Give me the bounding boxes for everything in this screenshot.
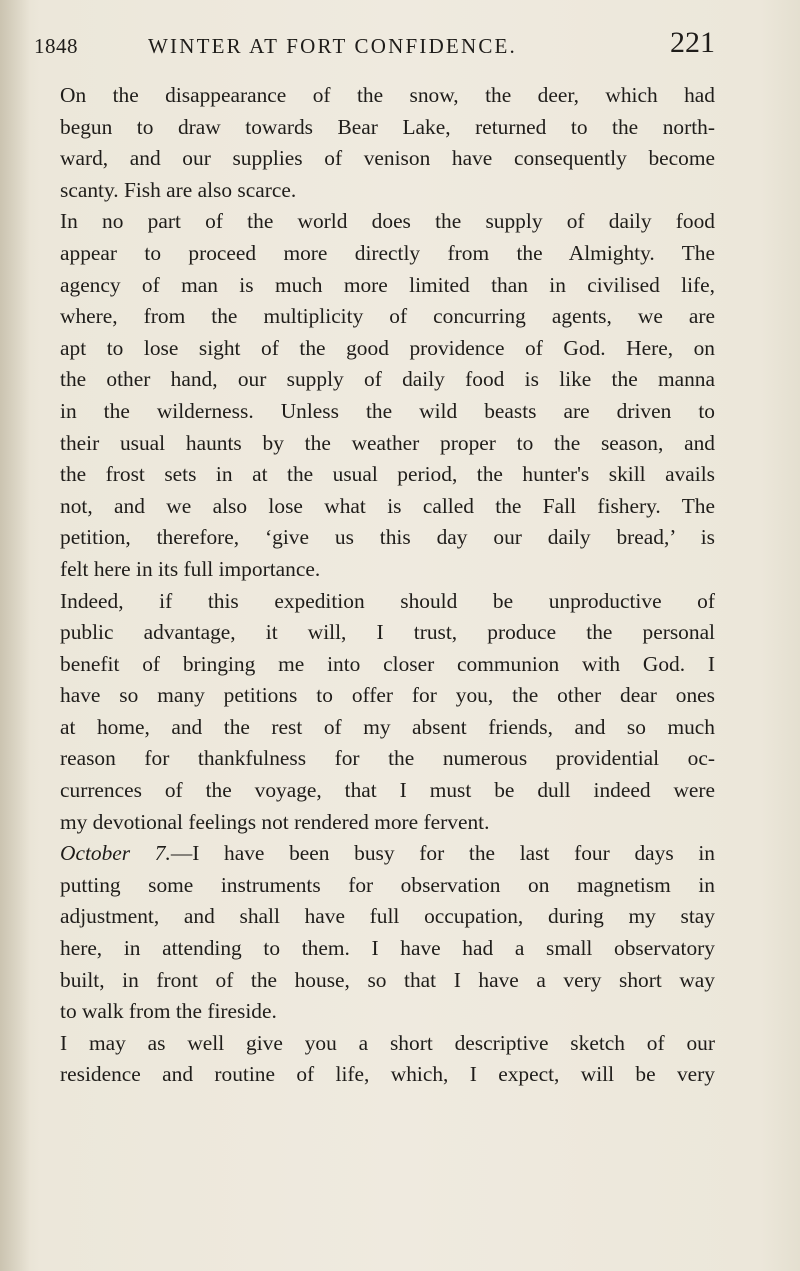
text-line: have so many petitions to offer for you, the other dear ones — [60, 683, 715, 708]
text-line: I may as well give you a short descriptive sketch of our — [60, 1030, 715, 1055]
text-line: petition, therefore, ‘give us this day our daily bread,’ is — [60, 525, 715, 550]
text-line: apt to lose sight of the good providence of God. Here, on — [60, 335, 715, 360]
text-line: in the wilderness. Unless the wild beasts are driven to — [60, 398, 715, 423]
text-line: built, in front of the house, so that I have a very short way — [60, 967, 715, 992]
text-line: their usual haunts by the weather proper to the season, and — [60, 430, 715, 455]
text-line: residence and routine of life, which, I expect, will be very — [60, 1062, 715, 1087]
text-line: to walk from the fireside. — [60, 999, 277, 1024]
header-year: 1848 — [34, 34, 78, 58]
text-line: appear to proceed more directly from the Almighty. The — [60, 240, 715, 265]
text-line: In no part of the world does the supply of daily food — [60, 209, 715, 234]
text-line: begun to draw towards Bear Lake, returned to the north- — [60, 114, 715, 139]
page-header — [30, 26, 715, 66]
page-gutter-shadow — [0, 0, 30, 1271]
page-number: 221 — [670, 26, 715, 59]
text-line: at home, and the rest of my absent friends, and so much — [60, 714, 715, 739]
text-line: my devotional feelings not rendered more fervent. — [60, 809, 490, 834]
text-line: ward, and our supplies of venison have consequently become — [60, 146, 715, 171]
text-line: the other hand, our supply of daily food is like the manna — [60, 367, 715, 392]
text-line: felt here in its full importance. — [60, 556, 321, 581]
text-line: where, from the multiplicity of concurring agents, we are — [60, 304, 715, 329]
text-line: agency of man is much more limited than in civilised life, — [60, 272, 715, 297]
text-line: the frost sets in at the usual period, the hunter's skill avails — [60, 462, 715, 487]
entry-date: October 7. — [60, 841, 171, 866]
running-title: WINTER AT FORT CONFIDENCE. — [148, 34, 518, 58]
dated-entry-line — [60, 838, 715, 870]
body-text — [60, 80, 715, 1091]
text-line: currences of the voyage, that I must be dull indeed were — [60, 778, 715, 803]
text-line: benefit of bringing me into closer communion with God. I — [60, 651, 715, 676]
text-line: putting some instruments for observation on magnetism in — [60, 872, 715, 897]
text-line: here, in attending to them. I have had a small observatory — [60, 936, 715, 961]
text-line: scanty. Fish are also scarce. — [60, 177, 297, 202]
text-line: On the disappearance of the snow, the deer, which had — [60, 83, 715, 107]
text-line: reason for thankfulness for the numerous providential oc- — [60, 746, 715, 771]
text-line: Indeed, if this expedition should be unproductive of — [60, 588, 715, 613]
text-line: adjustment, and shall have full occupation, during my stay — [60, 904, 715, 929]
entry-text: —I have been busy for the last four days in — [170, 841, 715, 866]
text-line: public advantage, it will, I trust, produce the personal — [60, 620, 715, 645]
text-line: not, and we also lose what is called the Fall fishery. The — [60, 493, 715, 518]
